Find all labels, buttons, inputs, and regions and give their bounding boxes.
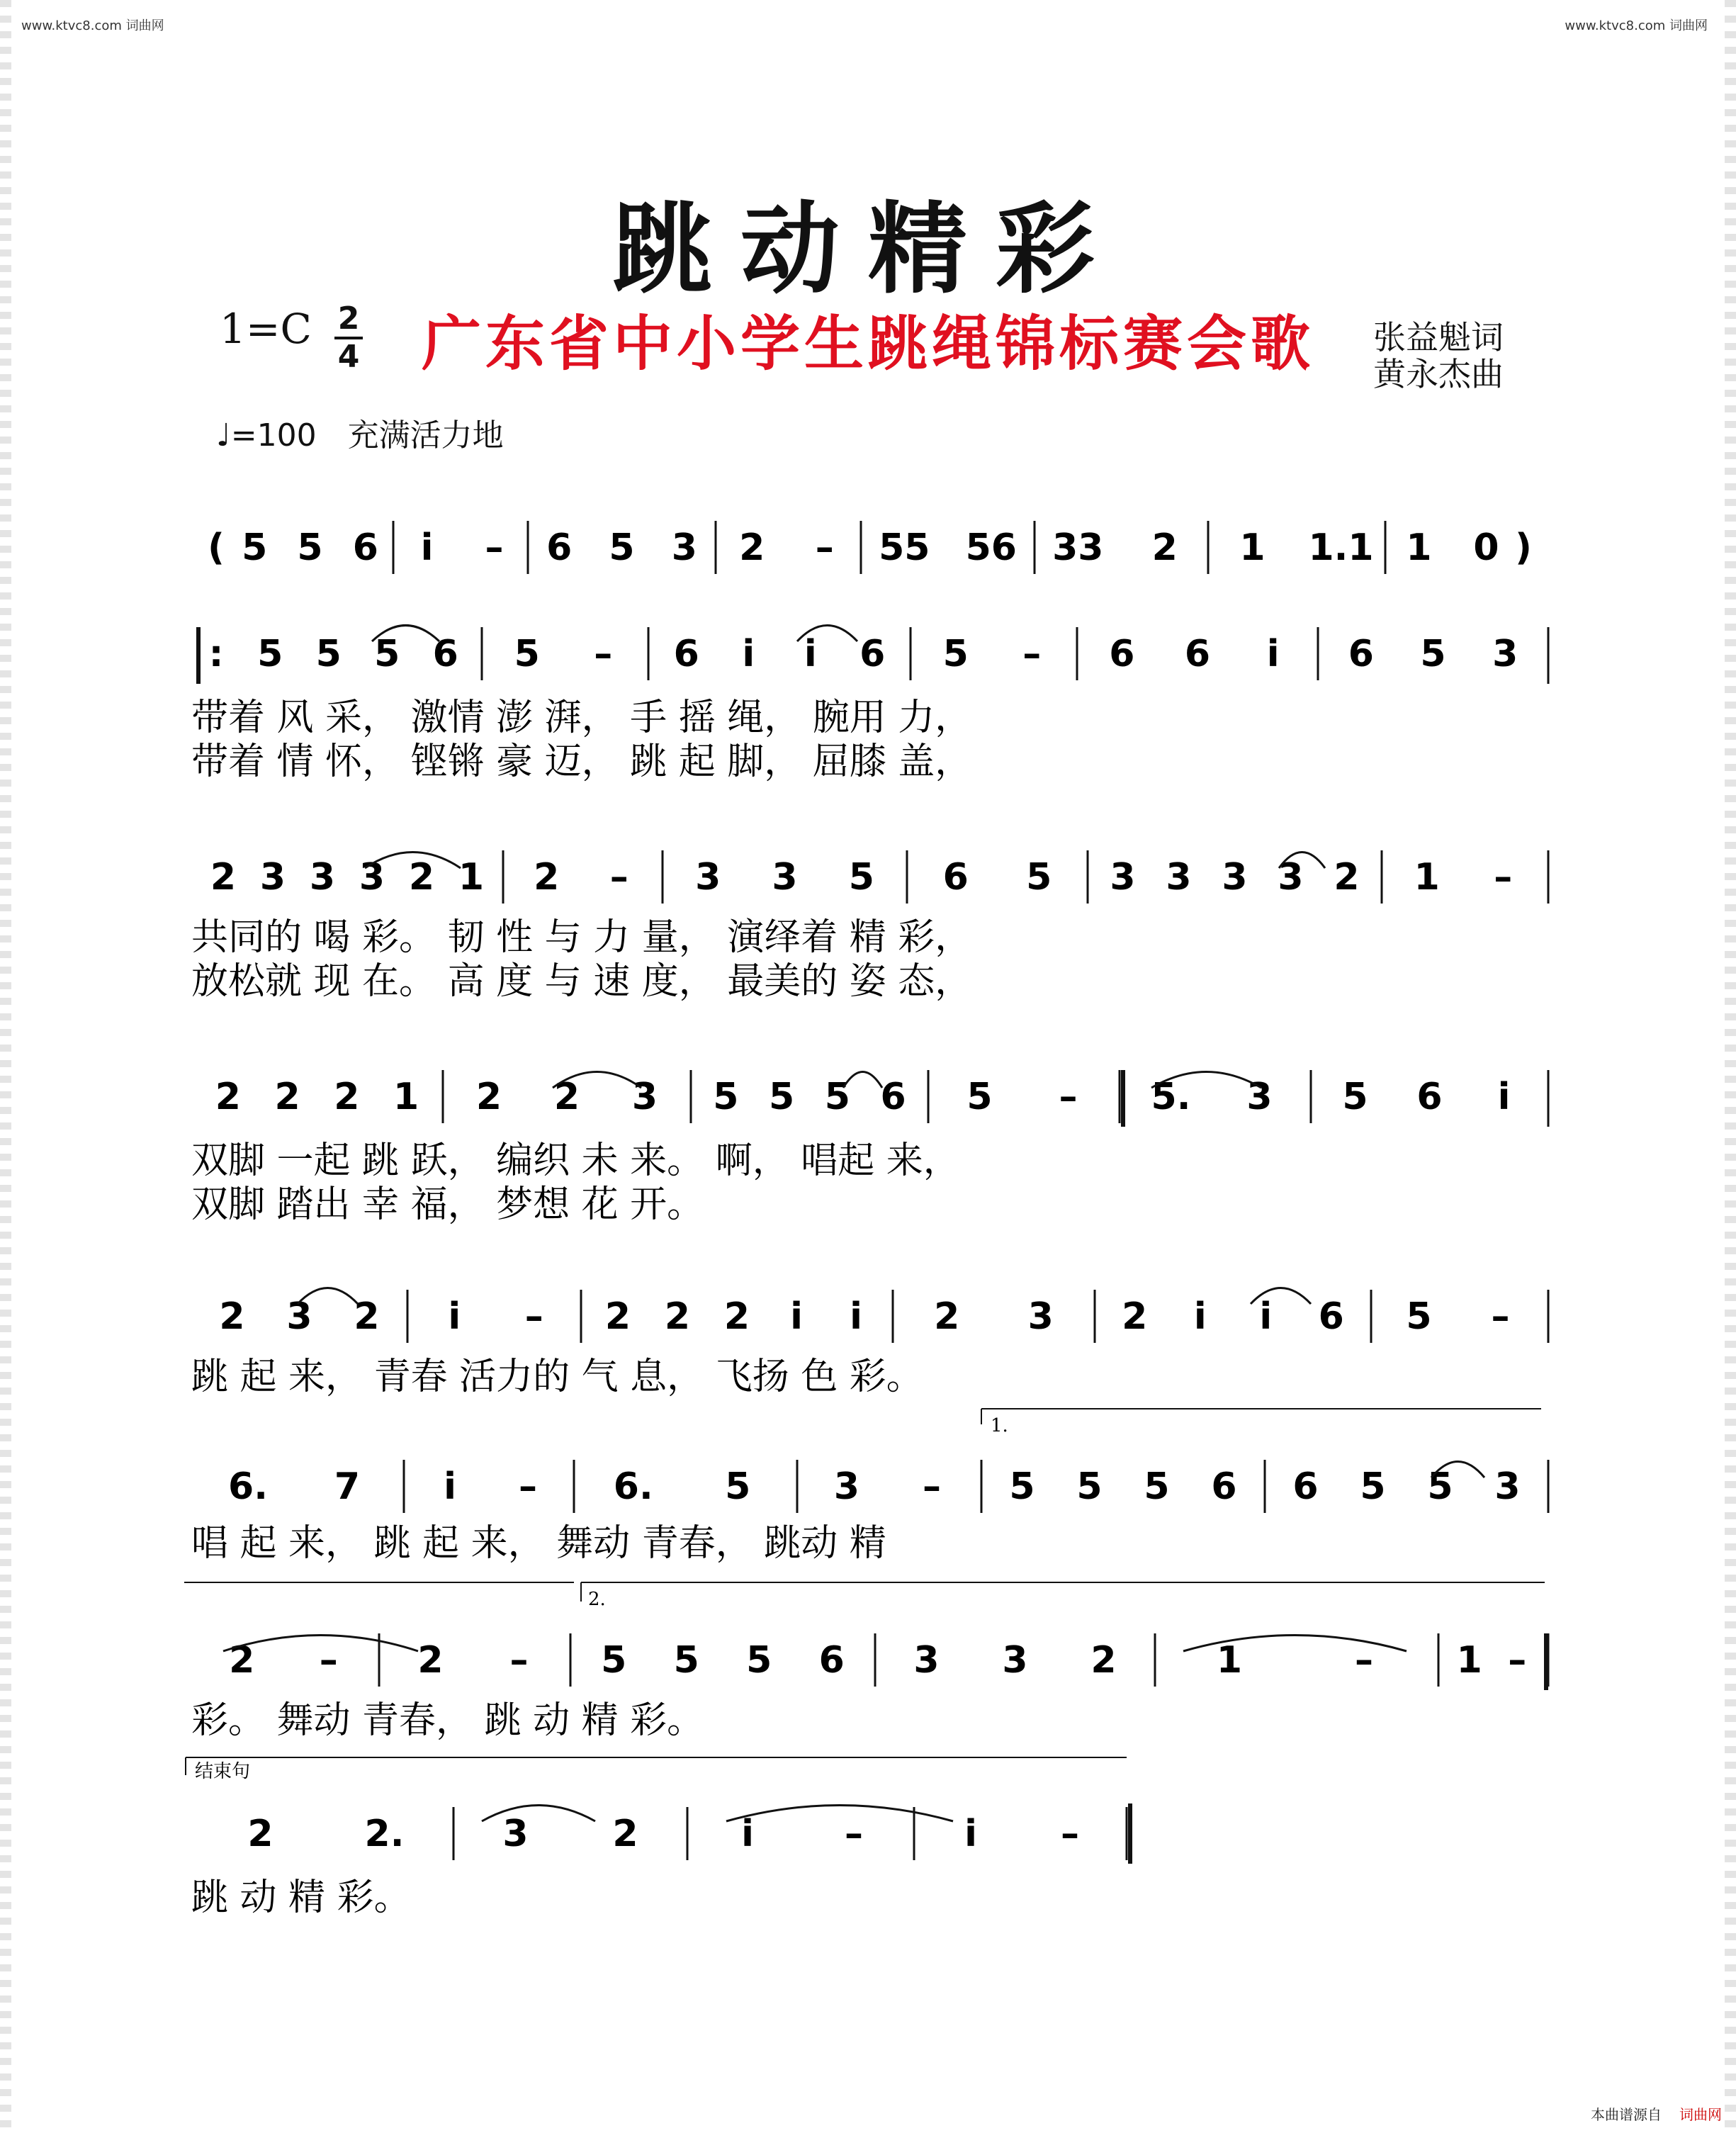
line3-m3-note: 5 xyxy=(966,1076,993,1118)
line2-m5-note: 1 xyxy=(1414,856,1440,899)
line4-m0-note: 3 xyxy=(286,1295,312,1338)
line6-m0-note: 2 xyxy=(229,1639,255,1682)
line7-m2-note: i xyxy=(741,1813,754,1855)
slur-13 xyxy=(726,1806,953,1822)
line1-m5-note: 6 xyxy=(1348,633,1374,675)
line4-lyrics-1: 跳 起 来， 青春 活力的 气 息， 飞扬 色 彩。 xyxy=(191,1356,923,1398)
tempo-value: ♩=100 xyxy=(216,417,317,454)
line7-m0-note: 2. xyxy=(364,1813,405,1855)
line5-m0-note: 6. xyxy=(228,1465,268,1508)
intro-m1-note: – xyxy=(485,527,504,569)
line7-lyrics-1: 跳 动 精 彩。 xyxy=(191,1876,411,1919)
line7-m3-note: i xyxy=(964,1813,977,1855)
line1-m4-note: i xyxy=(1266,633,1280,675)
line2-m3-note: 6 xyxy=(942,856,969,899)
intro-close-paren: ) xyxy=(1515,527,1532,569)
line6-m5-note: – xyxy=(1508,1639,1527,1682)
line5-m4-note: 5 xyxy=(1009,1465,1035,1508)
line6-m4-note: – xyxy=(1355,1639,1373,1682)
line3-m0-note: 2 xyxy=(215,1076,241,1118)
line4-m2-note: i xyxy=(790,1295,803,1338)
coda-label: 结束句 xyxy=(195,1761,251,1782)
line6-m0-note: – xyxy=(319,1639,338,1682)
line2-m0-note: 2 xyxy=(210,856,237,899)
site-watermark-right[interactable]: www.ktvc8.com 词曲网 xyxy=(1565,18,1708,33)
line3-m5-note: 5 xyxy=(1342,1076,1368,1118)
line6-m3-note: 2 xyxy=(1090,1639,1117,1682)
line2-m5-note: – xyxy=(1494,856,1513,899)
line2-m2-note: 3 xyxy=(695,856,721,899)
line5-m4-note: 5 xyxy=(1144,1465,1170,1508)
footer-source-text: 本曲谱源自 xyxy=(1591,2106,1662,2123)
intro-m0-note: 5 xyxy=(297,527,323,569)
volta-1-label: 1. xyxy=(991,1415,1008,1436)
line2-m2-note: 3 xyxy=(772,856,798,899)
line1-m5-note: 3 xyxy=(1492,633,1518,675)
time-signature-top: 2 xyxy=(334,301,363,339)
intro-m0-note: 5 xyxy=(242,527,268,569)
line1-m0-note: 6 xyxy=(432,633,458,675)
intro-m6-note: 1.1 xyxy=(1308,527,1374,569)
slur-12 xyxy=(482,1806,595,1822)
line2-m4-note: 3 xyxy=(1278,856,1304,899)
line3-m2-note: 6 xyxy=(880,1076,906,1118)
line2-m4-note: 2 xyxy=(1334,856,1360,899)
line4-m1-note: i xyxy=(448,1295,461,1338)
line1-m3-note: 5 xyxy=(942,633,969,675)
line5-lyrics-1: 唱 起 来， 跳 起 来， 舞动 青春， 跳动 精 xyxy=(191,1522,886,1565)
line6-m2-note: 5 xyxy=(601,1639,627,1682)
intro-m7-note: 0 xyxy=(1473,527,1499,569)
song-title: 跳动精彩 xyxy=(612,192,1123,308)
line2-m1-note: – xyxy=(609,856,629,899)
line6-m3-note: 3 xyxy=(1002,1639,1028,1682)
line6-m5-note: 1 xyxy=(1456,1639,1482,1682)
line3-lyrics-2: 双脚 踏出 幸 福， 梦想 花 开。 xyxy=(191,1183,704,1226)
line5-m0-note: 7 xyxy=(334,1465,361,1508)
key-signature: 1=C xyxy=(220,305,312,353)
line3-m5-note: 6 xyxy=(1416,1076,1443,1118)
line4-m2-note: 2 xyxy=(664,1295,691,1338)
line1-m0-note: 5 xyxy=(257,633,283,675)
line3-m2-note: 5 xyxy=(769,1076,795,1118)
line5-m3-note: 3 xyxy=(833,1465,860,1508)
line5-m5-note: 5 xyxy=(1360,1465,1386,1508)
line4-m5-note: 5 xyxy=(1406,1295,1432,1338)
intro-m3-note: – xyxy=(815,527,834,569)
line2-m0-note: 3 xyxy=(259,856,286,899)
line5-m1-note: i xyxy=(444,1465,456,1508)
line5-m3-note: – xyxy=(923,1465,941,1508)
intro-m4-note: 56 xyxy=(965,527,1017,569)
line3-m4-note: 3 xyxy=(1246,1076,1273,1118)
line1-m2-note: i xyxy=(804,633,817,675)
line4-m0-note: 2 xyxy=(219,1295,245,1338)
line4-m2-note: 2 xyxy=(723,1295,750,1338)
line4-m4-note: 6 xyxy=(1318,1295,1344,1338)
line1-m4-note: 6 xyxy=(1184,633,1211,675)
line6-m2-note: 5 xyxy=(746,1639,772,1682)
line2-m0-note: 2 xyxy=(408,856,435,899)
line4-m2-note: i xyxy=(850,1295,862,1338)
line2-m4-note: 3 xyxy=(1222,856,1248,899)
line6-lyrics-1: 彩。 舞动 青春， 跳 动 精 彩。 xyxy=(191,1699,704,1742)
line1-m5-note: 5 xyxy=(1420,633,1446,675)
line1-m1-note: 5 xyxy=(514,633,540,675)
line3-m5-note: i xyxy=(1497,1076,1511,1118)
line7-m1-note: 3 xyxy=(502,1813,529,1855)
line2-m0-note: 1 xyxy=(458,856,485,899)
intro-m3-note: 2 xyxy=(739,527,765,569)
intro-m4-note: 55 xyxy=(879,527,930,569)
line4-m4-note: i xyxy=(1193,1295,1207,1338)
line1-m1-note: – xyxy=(594,633,613,675)
line6-m2-note: 6 xyxy=(818,1639,845,1682)
repeat-start-dots: : xyxy=(208,633,224,675)
line2-m3-note: 5 xyxy=(1026,856,1052,899)
intro-open-paren: ( xyxy=(208,527,225,569)
line2-m1-note: 2 xyxy=(534,856,560,899)
line3-m0-note: 2 xyxy=(334,1076,360,1118)
line3-m1-note: 2 xyxy=(553,1076,580,1118)
line3-m2-note: 5 xyxy=(713,1076,739,1118)
line6-m1-note: – xyxy=(509,1639,529,1682)
line5-m5-note: 3 xyxy=(1494,1465,1521,1508)
line1-m2-note: i xyxy=(742,633,755,675)
time-signature-bottom: 4 xyxy=(337,339,360,375)
line5-m4-note: 6 xyxy=(1211,1465,1237,1508)
line1-m0-note: 5 xyxy=(315,633,342,675)
intro-m2-note: 6 xyxy=(546,527,573,569)
line3-m0-note: 2 xyxy=(274,1076,300,1118)
line1-m0-note: 5 xyxy=(374,633,400,675)
line2-m4-note: 3 xyxy=(1110,856,1136,899)
expression-marking: 充满活力地 xyxy=(347,417,504,454)
intro-m0-note: 6 xyxy=(352,527,378,569)
line7-m3-note: – xyxy=(1061,1813,1079,1855)
line1-m2-note: 6 xyxy=(859,633,886,675)
line2-m0-note: 3 xyxy=(359,856,385,899)
lyricist-credit: 张益魁词 xyxy=(1373,318,1504,356)
intro-m6-note: 1 xyxy=(1239,527,1266,569)
line4-m1-note: – xyxy=(524,1295,543,1338)
line1-m4-note: 6 xyxy=(1109,633,1135,675)
volta-2-label: 2. xyxy=(588,1589,606,1610)
line4-m4-note: 2 xyxy=(1122,1295,1148,1338)
line5-m4-note: 5 xyxy=(1076,1465,1103,1508)
line1-lyrics-1: 带着 风 采， 激情 澎 湃， 手 摇 绳， 腕用 力， xyxy=(191,697,972,739)
line3-m3-note: – xyxy=(1059,1076,1078,1118)
line1-m3-note: – xyxy=(1022,633,1042,675)
intro-m1-note: i xyxy=(420,527,434,569)
line2-lyrics-2: 放松就 现 在。 高 度 与 速 度， 最美的 姿 态， xyxy=(191,960,972,1003)
intro-m2-note: 3 xyxy=(671,527,697,569)
line6-m1-note: 2 xyxy=(417,1639,444,1682)
line3-m4-note: 5. xyxy=(1151,1076,1191,1118)
line7-m0-note: 2 xyxy=(247,1813,274,1855)
line3-lyrics-1: 双脚 一起 跳 跃， 编织 未 来。 啊， 唱起 来， xyxy=(191,1139,960,1182)
line3-m1-note: 3 xyxy=(631,1076,658,1118)
line1-m2-note: 6 xyxy=(673,633,699,675)
line4-m2-note: 2 xyxy=(604,1295,631,1338)
line4-m3-note: 2 xyxy=(934,1295,960,1338)
song-subtitle: 广东省中小学生跳绳锦标赛会歌 xyxy=(422,308,1315,378)
line1-lyrics-2: 带着 情 怀， 铿锵 豪 迈， 跳 起 脚， 屈膝 盖， xyxy=(191,741,972,783)
line3-m0-note: 1 xyxy=(393,1076,419,1118)
intro-m7-note: 1 xyxy=(1406,527,1432,569)
composer-credit: 黄永杰曲 xyxy=(1373,355,1504,393)
line6-m4-note: 1 xyxy=(1216,1639,1243,1682)
line6-m3-note: 3 xyxy=(913,1639,940,1682)
line5-m1-note: – xyxy=(519,1465,537,1508)
footer-site-link[interactable]: 词曲网 xyxy=(1679,2106,1722,2123)
line5-m2-note: 5 xyxy=(725,1465,751,1508)
line6-m2-note: 5 xyxy=(673,1639,699,1682)
intro-m5-note: 33 xyxy=(1052,527,1104,569)
line7-m2-note: – xyxy=(845,1813,863,1855)
line3-m1-note: 2 xyxy=(475,1076,502,1118)
line2-m2-note: 5 xyxy=(848,856,874,899)
line2-m0-note: 3 xyxy=(309,856,336,899)
line2-m4-note: 3 xyxy=(1166,856,1192,899)
line5-m5-note: 6 xyxy=(1292,1465,1319,1508)
intro-m2-note: 5 xyxy=(609,527,635,569)
line4-m3-note: 3 xyxy=(1027,1295,1054,1338)
line2-lyrics-1: 共同的 喝 彩。 韧 性 与 力 量， 演绎着 精 彩， xyxy=(191,916,972,959)
line5-m2-note: 6. xyxy=(613,1465,653,1508)
line5-m5-note: 5 xyxy=(1427,1465,1453,1508)
line4-m4-note: i xyxy=(1259,1295,1273,1338)
intro-m5-note: 2 xyxy=(1151,527,1178,569)
line4-m0-note: 2 xyxy=(354,1295,380,1338)
line3-m2-note: 5 xyxy=(824,1076,850,1118)
line7-m1-note: 2 xyxy=(612,1813,638,1855)
site-watermark-left[interactable]: www.ktvc8.com 词曲网 xyxy=(21,18,164,33)
line4-m5-note: – xyxy=(1491,1295,1510,1338)
